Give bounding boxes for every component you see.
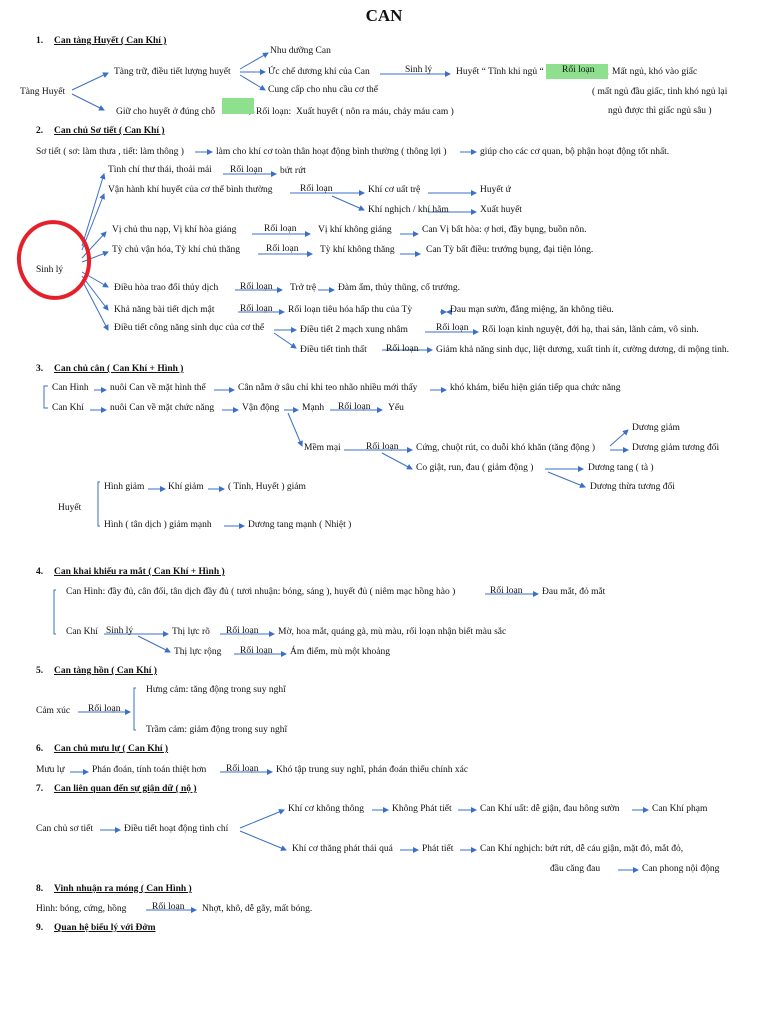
node: đầu căng đau <box>550 864 601 874</box>
node: Khí nghịch / khí hãm <box>368 205 449 215</box>
note: ngủ được thì giấc ngủ sâu ) <box>608 106 712 116</box>
node: Can phong nội động <box>642 864 720 874</box>
node: Giữ cho huyết ở đúng chỗ <box>116 107 216 117</box>
node: Điều tiết công năng sinh dục của cơ thể <box>114 323 265 333</box>
node: Hưng cảm: tăng động trong suy nghĩ <box>146 685 286 695</box>
node: Trở trệ <box>290 283 317 293</box>
section-heading: Can chủ cân ( Can Khí + Hình ) <box>54 364 184 374</box>
node: Phán đoán, tính toán thiệt hơn <box>92 765 207 775</box>
node: Rối loạn tiêu hóa hấp thu của Tỳ <box>288 305 413 315</box>
node: Ám điểm, mù một khoảng <box>290 647 391 657</box>
node: nuôi Can về mặt chức năng <box>110 403 215 413</box>
arrow-label: Rối loạn <box>240 646 273 656</box>
node: Điều hòa trao đổi thủy dịch <box>114 283 219 293</box>
section-number: 9. <box>36 923 44 933</box>
section-number: 3. <box>36 364 44 374</box>
arrow-label: Rối loạn <box>152 902 185 912</box>
node: Xuất huyết ( nôn ra máu, chảy máu cam ) <box>296 107 454 117</box>
node: Hình ( tân dịch ) giảm mạnh <box>104 520 212 530</box>
node: Trầm cảm: giảm động trong suy nghĩ <box>146 725 288 735</box>
node: Mất ngủ, khó vào giấc <box>612 67 698 77</box>
node: Không Phát tiết <box>392 804 452 814</box>
arrow-label: Rối loạn <box>436 323 469 333</box>
node: Can Hình <box>52 383 89 393</box>
section-number: 6. <box>36 744 44 754</box>
node: Can Khí phạm <box>652 804 708 814</box>
node: Đau mắt, đỏ mắt <box>542 587 606 597</box>
arrow-label: Sinh lý <box>405 65 433 75</box>
node: Thị lực rộng <box>174 647 222 657</box>
node: Dương thừa tương đối <box>590 482 675 492</box>
node: Cứng, chuột rút, co duỗi khó khăn (tăng động ) <box>416 443 596 453</box>
section-number: 2. <box>36 126 44 136</box>
node: khó khám, biểu hiện gián tiếp qua chức năng <box>450 383 621 393</box>
node: Khí cơ thăng phát thái quá <box>292 844 393 854</box>
node: Can Khí nghịch: bứt rứt, dễ cáu giận, mặt đỏ, mắt đỏ, <box>480 844 684 854</box>
arrow-label: Rối loạn <box>226 626 259 636</box>
node: Vận hành khí huyết của cơ thể bình thường <box>108 185 273 195</box>
arrow-label: Rối loạn <box>386 344 419 354</box>
section-number: 1. <box>36 36 44 46</box>
node: Nhợt, khô, dễ gãy, mất bóng. <box>202 904 313 914</box>
arrow-label: Rối loạn <box>300 184 333 194</box>
node: Yếu <box>388 403 404 413</box>
arrow-label: Rối loạn <box>366 442 399 452</box>
node: ( Tinh, Huyết ) giảm <box>228 482 306 492</box>
arrow-label: Rối loạn <box>338 402 371 412</box>
node: Đau mạn sườn, đắng miệng, ăn không tiêu. <box>450 305 614 315</box>
arrow-label: Rối loạn <box>240 282 273 292</box>
node: Co giật, run, đau ( giảm động ) <box>416 463 534 473</box>
section-heading: Can liên quan đến sự giận dữ ( nộ ) <box>54 784 197 794</box>
node: Can Vị bất hòa: ợ hơi, đầy bụng, buồn nôn. <box>422 225 587 235</box>
node: Khó tập trung suy nghĩ, phán đoán thiếu chính xác <box>276 765 469 775</box>
arrow-label: Rối loạn <box>88 704 121 714</box>
node: Cung cấp cho nhu cầu cơ thể <box>268 85 379 95</box>
node: Can Khí <box>66 627 98 637</box>
section-heading: Quan hệ biểu lý với Đởm <box>54 923 156 933</box>
node: bứt rứt <box>280 166 306 176</box>
note: ( mất ngủ đầu giấc, tỉnh khó ngủ lại <box>592 87 728 97</box>
arrow-label: Rối loạn <box>226 764 259 774</box>
node: Sinh lý <box>36 265 64 275</box>
node: Tàng Huyết <box>20 87 66 97</box>
node: Điều tiết tinh thất <box>300 345 367 355</box>
node: Vận động <box>242 403 280 413</box>
node: Ức chế dương khí của Can <box>268 67 370 77</box>
node: Khí giảm <box>168 482 204 492</box>
node: Vị chủ thu nạp, Vị khí hòa giáng <box>112 225 237 235</box>
section-heading: Vinh nhuận ra móng ( Can Hình ) <box>54 884 192 894</box>
node: Dương tang ( tà ) <box>588 463 654 473</box>
node: Mờ, hoa mắt, quáng gà, mù màu, rối loạn nhận biết màu sắc <box>278 627 507 637</box>
section-number: 7. <box>36 784 44 794</box>
node: Khả năng bài tiết dịch mật <box>114 305 215 315</box>
arrow-label: Rối loạn: <box>256 107 292 117</box>
node: Can chủ sơ tiết <box>36 824 93 834</box>
node: Can Khí <box>52 403 84 413</box>
section-heading: Can tàng hồn ( Can Khí ) <box>54 666 157 676</box>
page-title: CAN <box>365 6 403 25</box>
arrow-label: Sinh lý <box>106 626 134 636</box>
arrow-label: Rối loạn <box>264 224 297 234</box>
node: Đàm ẩm, thủy thũng, cổ trướng. <box>338 283 461 293</box>
node: Dương giảm <box>632 423 680 433</box>
highlight-mark <box>222 98 254 114</box>
section-number: 5. <box>36 666 44 676</box>
node: Tỳ chủ vận hóa, Tỳ khí chủ thăng <box>112 245 241 255</box>
section-heading: Can chủ Sơ tiết ( Can Khí ) <box>54 126 165 136</box>
arrow-label: Rối loạn <box>490 586 523 596</box>
red-circle-annotation <box>11 214 98 306</box>
section-heading: Can khai khiếu ra mắt ( Can Khí + Hình ) <box>54 567 225 577</box>
node: Tàng trữ, điều tiết lượng huyết <box>114 67 231 77</box>
arrow-label: Rối loạn <box>240 304 273 314</box>
node: Cân nằm ở sâu chỉ khi teo nhão nhiều mới thấy <box>238 383 418 393</box>
node: Huyết <box>58 503 82 513</box>
node: Phát tiết <box>422 844 454 854</box>
node: giúp cho các cơ quan, bộ phận hoạt động tốt nhất. <box>480 147 670 157</box>
node: Can Tỳ bất điều: trướng bụng, đại tiện lỏng. <box>426 245 594 255</box>
node: Thị lực rõ <box>172 627 210 637</box>
node: Huyết “ Tĩnh khi ngủ “ <box>456 67 544 77</box>
node: Điều tiết hoạt động tình chí <box>124 824 229 834</box>
node: Khí cơ không thông <box>288 804 365 814</box>
arrow-label: Rối loạn <box>266 244 299 254</box>
node: Giảm khả năng sinh dục, liệt dương, xuất tinh ít, cường dương, di mộng tinh. <box>436 345 730 355</box>
section-number: 8. <box>36 884 44 894</box>
node: Tỳ khí không thăng <box>320 245 395 255</box>
node: Xuất huyết <box>480 205 522 215</box>
arrow-label: Rối loạn <box>562 65 595 75</box>
section-heading: Can chủ mưu lự ( Can Khí ) <box>54 744 169 754</box>
node: Dương giảm tương đối <box>632 443 720 453</box>
node: Mưu lự <box>36 765 65 775</box>
node: Khí cơ uất trệ <box>368 185 421 195</box>
node: Mạnh <box>302 403 325 413</box>
node: Điều tiết 2 mạch xung nhâm <box>300 325 408 335</box>
node: Can Hình: đầy đủ, cân đối, tân dịch đầy đủ ( tươi nhuận: bóng, sáng ), huyết đủ ( niêm mạc hồng hào ) <box>66 587 456 597</box>
section-number: 4. <box>36 567 44 577</box>
node: nuôi Can về mặt hình thể <box>110 383 206 393</box>
node: Hình: bóng, cứng, hồng <box>36 904 127 914</box>
node: Rối loạn kinh nguyệt, đới hạ, thai sản, lãnh cảm, vô sinh. <box>482 325 699 335</box>
node: Sơ tiết ( sơ: làm thưa , tiết: làm thông ) <box>36 147 184 157</box>
node: Cảm xúc <box>36 706 71 716</box>
node: Hình giảm <box>104 482 145 492</box>
node: Can Khí uất: dễ giận, đau hông sườn <box>480 804 620 814</box>
node: Huyết ứ <box>480 185 511 195</box>
node: Tình chí thư thái, thoải mái <box>108 165 212 175</box>
node: Vị khí không giáng <box>318 225 392 235</box>
node: Nhu dưỡng Can <box>270 46 331 56</box>
section-heading: Can tàng Huyết ( Can Khí ) <box>54 36 167 46</box>
node: Mềm mại <box>304 443 341 453</box>
node: làm cho khí cơ toàn thân hoạt động bình thường ( thông lợi ) <box>216 147 447 157</box>
arrow-label: Rối loạn <box>230 165 263 175</box>
node: Dương tang mạnh ( Nhiệt ) <box>248 520 352 530</box>
